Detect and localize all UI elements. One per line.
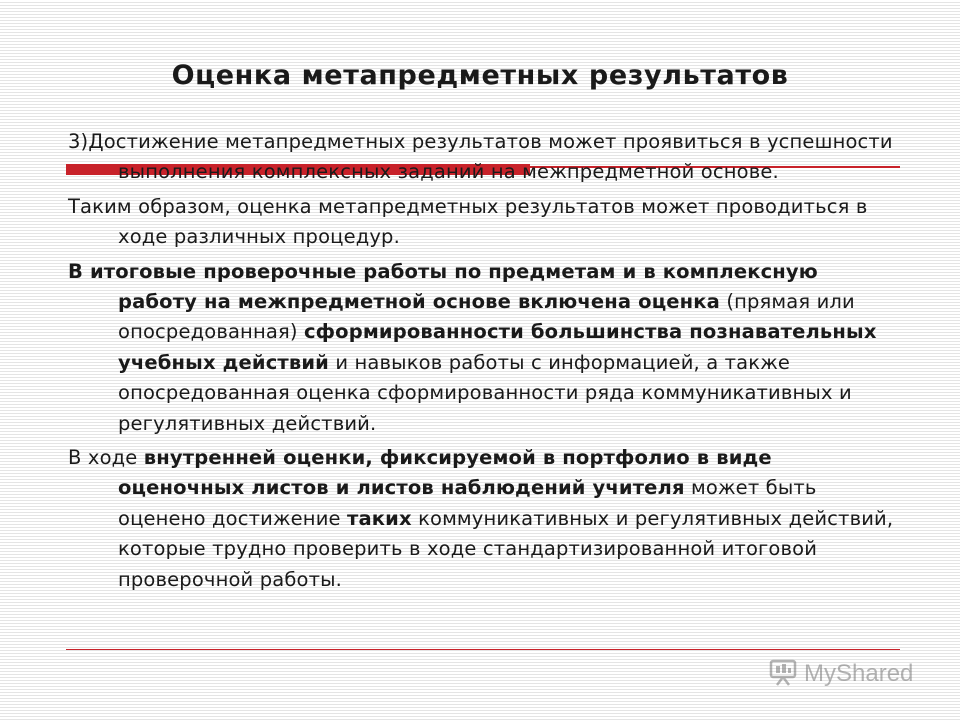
paragraph-1: 3)Достижение метапредметных результатов может проявиться в успешности выполнения комплексных заданий на межпредметной основе. (68, 130, 893, 184)
plain-text: коммуникативных и регулятивных действий, которые трудно проверить в ходе стандартизированной итоговой проверочной работы. (118, 506, 894, 591)
plain-text: и навыков работы с информацией, а также опосредованная оценка сформированности ряда коммуникативных и регулятивных действий. (118, 350, 852, 435)
plain-text: (прямая или опосредованная) (118, 290, 855, 344)
plain-text: может быть оценено достижение (118, 476, 817, 530)
slide-body (68, 127, 898, 599)
watermark (768, 656, 913, 692)
bold-text: таких (347, 506, 412, 530)
bold-text: внутренней оценки, фиксируемой в портфолио в виде оценочных листов и листов наблюдений учителя (118, 446, 772, 500)
watermark-text: MyShared (804, 660, 914, 687)
bold-text: сформированности большинства познавательных учебных действий (118, 320, 877, 374)
slide-title: Оценка метапредметных результатов (171, 60, 789, 91)
paragraph-3 (68, 257, 898, 439)
paragraph-4 (68, 443, 898, 595)
paragraph-2: Таким образом, оценка метапредметных результатов может проводиться в ходе различных процедур. (68, 194, 868, 249)
bottom-divider (66, 649, 900, 650)
presentation-board-icon (768, 657, 798, 691)
bold-text: В итоговые проверочные работы по предметам и в комплексную работу на межпредметной основе включена оценка (68, 259, 818, 314)
plain-text: В ходе (68, 446, 144, 470)
